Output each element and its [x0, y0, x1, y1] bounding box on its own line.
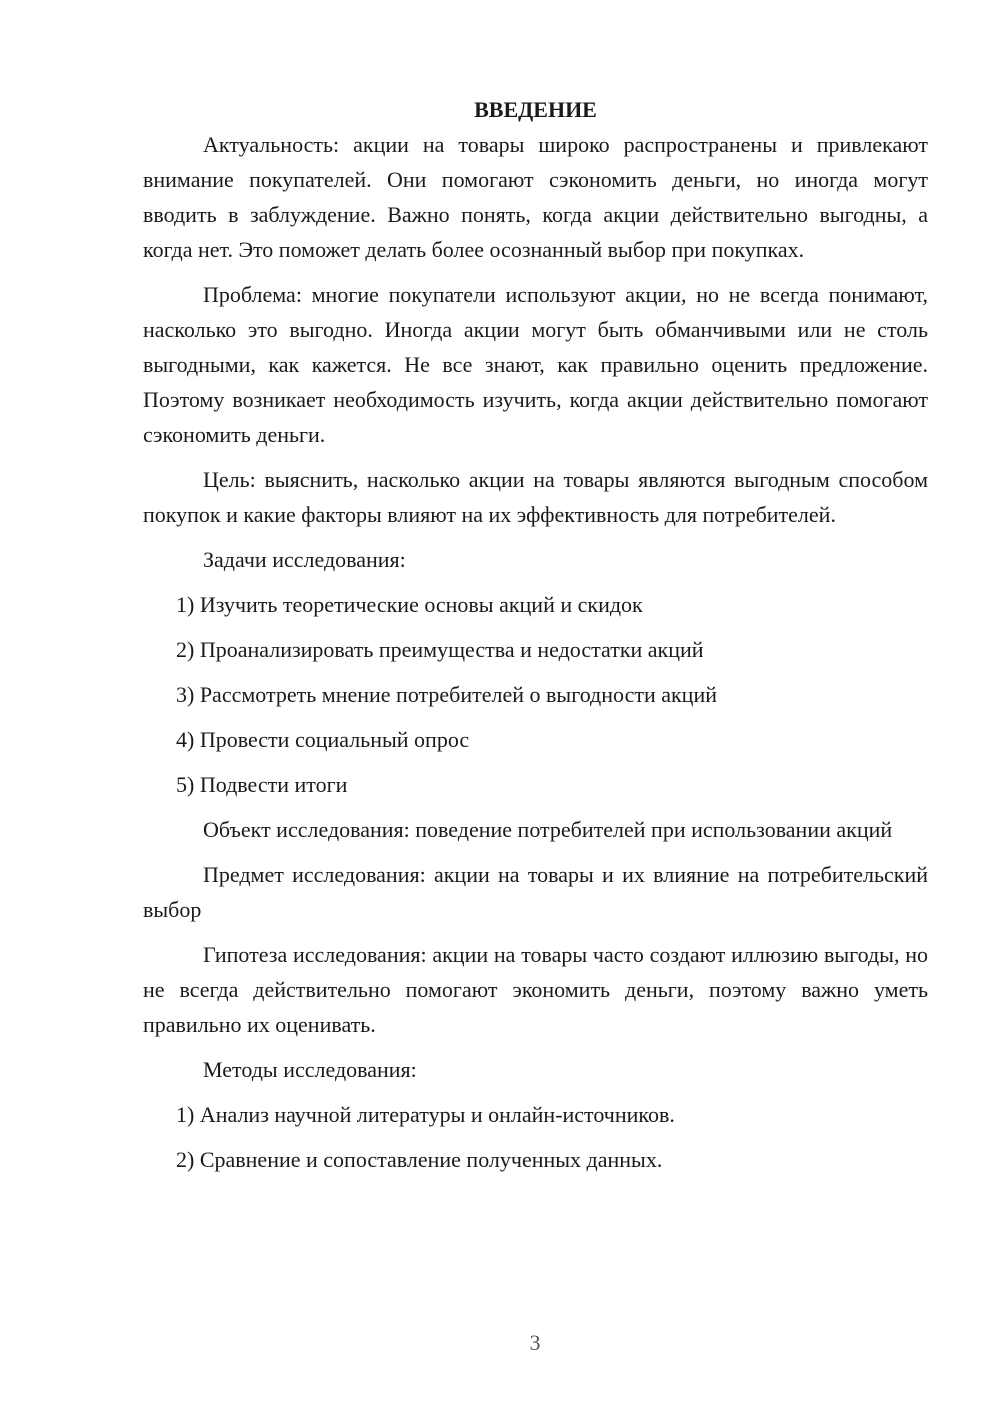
actuality-paragraph: Актуальность: акции на товары широко распространены и привлекают внимание покупателей. Они помогают сэкономить деньги, но иногда могут вводить в заблуждение. Важно понять, когда акции действительно выгодны, а когда нет. Это поможет делать более осознанный выбор при покупках. — [143, 132, 928, 262]
hypothesis-paragraph: Гипотеза исследования: акции на товары часто создают иллюзию выгоды, но не всегда действительно помогают экономить деньги, поэтому важно уметь правильно их оценивать. — [143, 942, 928, 1037]
task-item-4: 4) Провести социальный опрос — [176, 727, 470, 752]
object-paragraph: Объект исследования: поведение потребителей при использовании акций — [203, 817, 893, 842]
page-number: 3 — [529, 1330, 541, 1355]
problem-paragraph: Проблема: многие покупатели используют акции, но не всегда понимают, насколько это выгодно. Иногда акции могут быть обманчивыми или не столь выгодными, как кажется. Не все знают, как правильно оценить предложение. Поэтому возникает необходимость изучить, когда акции действительно помогают сэкономить деньги. — [143, 282, 928, 447]
task-item-1: 1) Изучить теоретические основы акций и скидок — [176, 592, 643, 617]
section-title: ВВЕДЕНИЕ — [474, 97, 597, 122]
goal-paragraph: Цель: выяснить, насколько акции на товары являются выгодным способом покупок и какие факторы влияют на их эффективность для потребителей. — [143, 467, 928, 527]
method-item-2: 2) Сравнение и сопоставление полученных данных. — [176, 1147, 663, 1172]
task-item-3: 3) Рассмотреть мнение потребителей о выгодности акций — [176, 682, 717, 707]
task-item-2: 2) Проанализировать преимущества и недостатки акций — [176, 637, 704, 662]
task-item-5: 5) Подвести итоги — [176, 772, 348, 797]
tasks-label: Задачи исследования: — [203, 547, 406, 572]
subject-paragraph: Предмет исследования: акции на товары и их влияние на потребительский выбор — [143, 862, 928, 922]
document-page — [143, 92, 928, 1177]
method-item-1: 1) Анализ научной литературы и онлайн-источников. — [176, 1102, 675, 1127]
methods-label: Методы исследования: — [203, 1057, 417, 1082]
